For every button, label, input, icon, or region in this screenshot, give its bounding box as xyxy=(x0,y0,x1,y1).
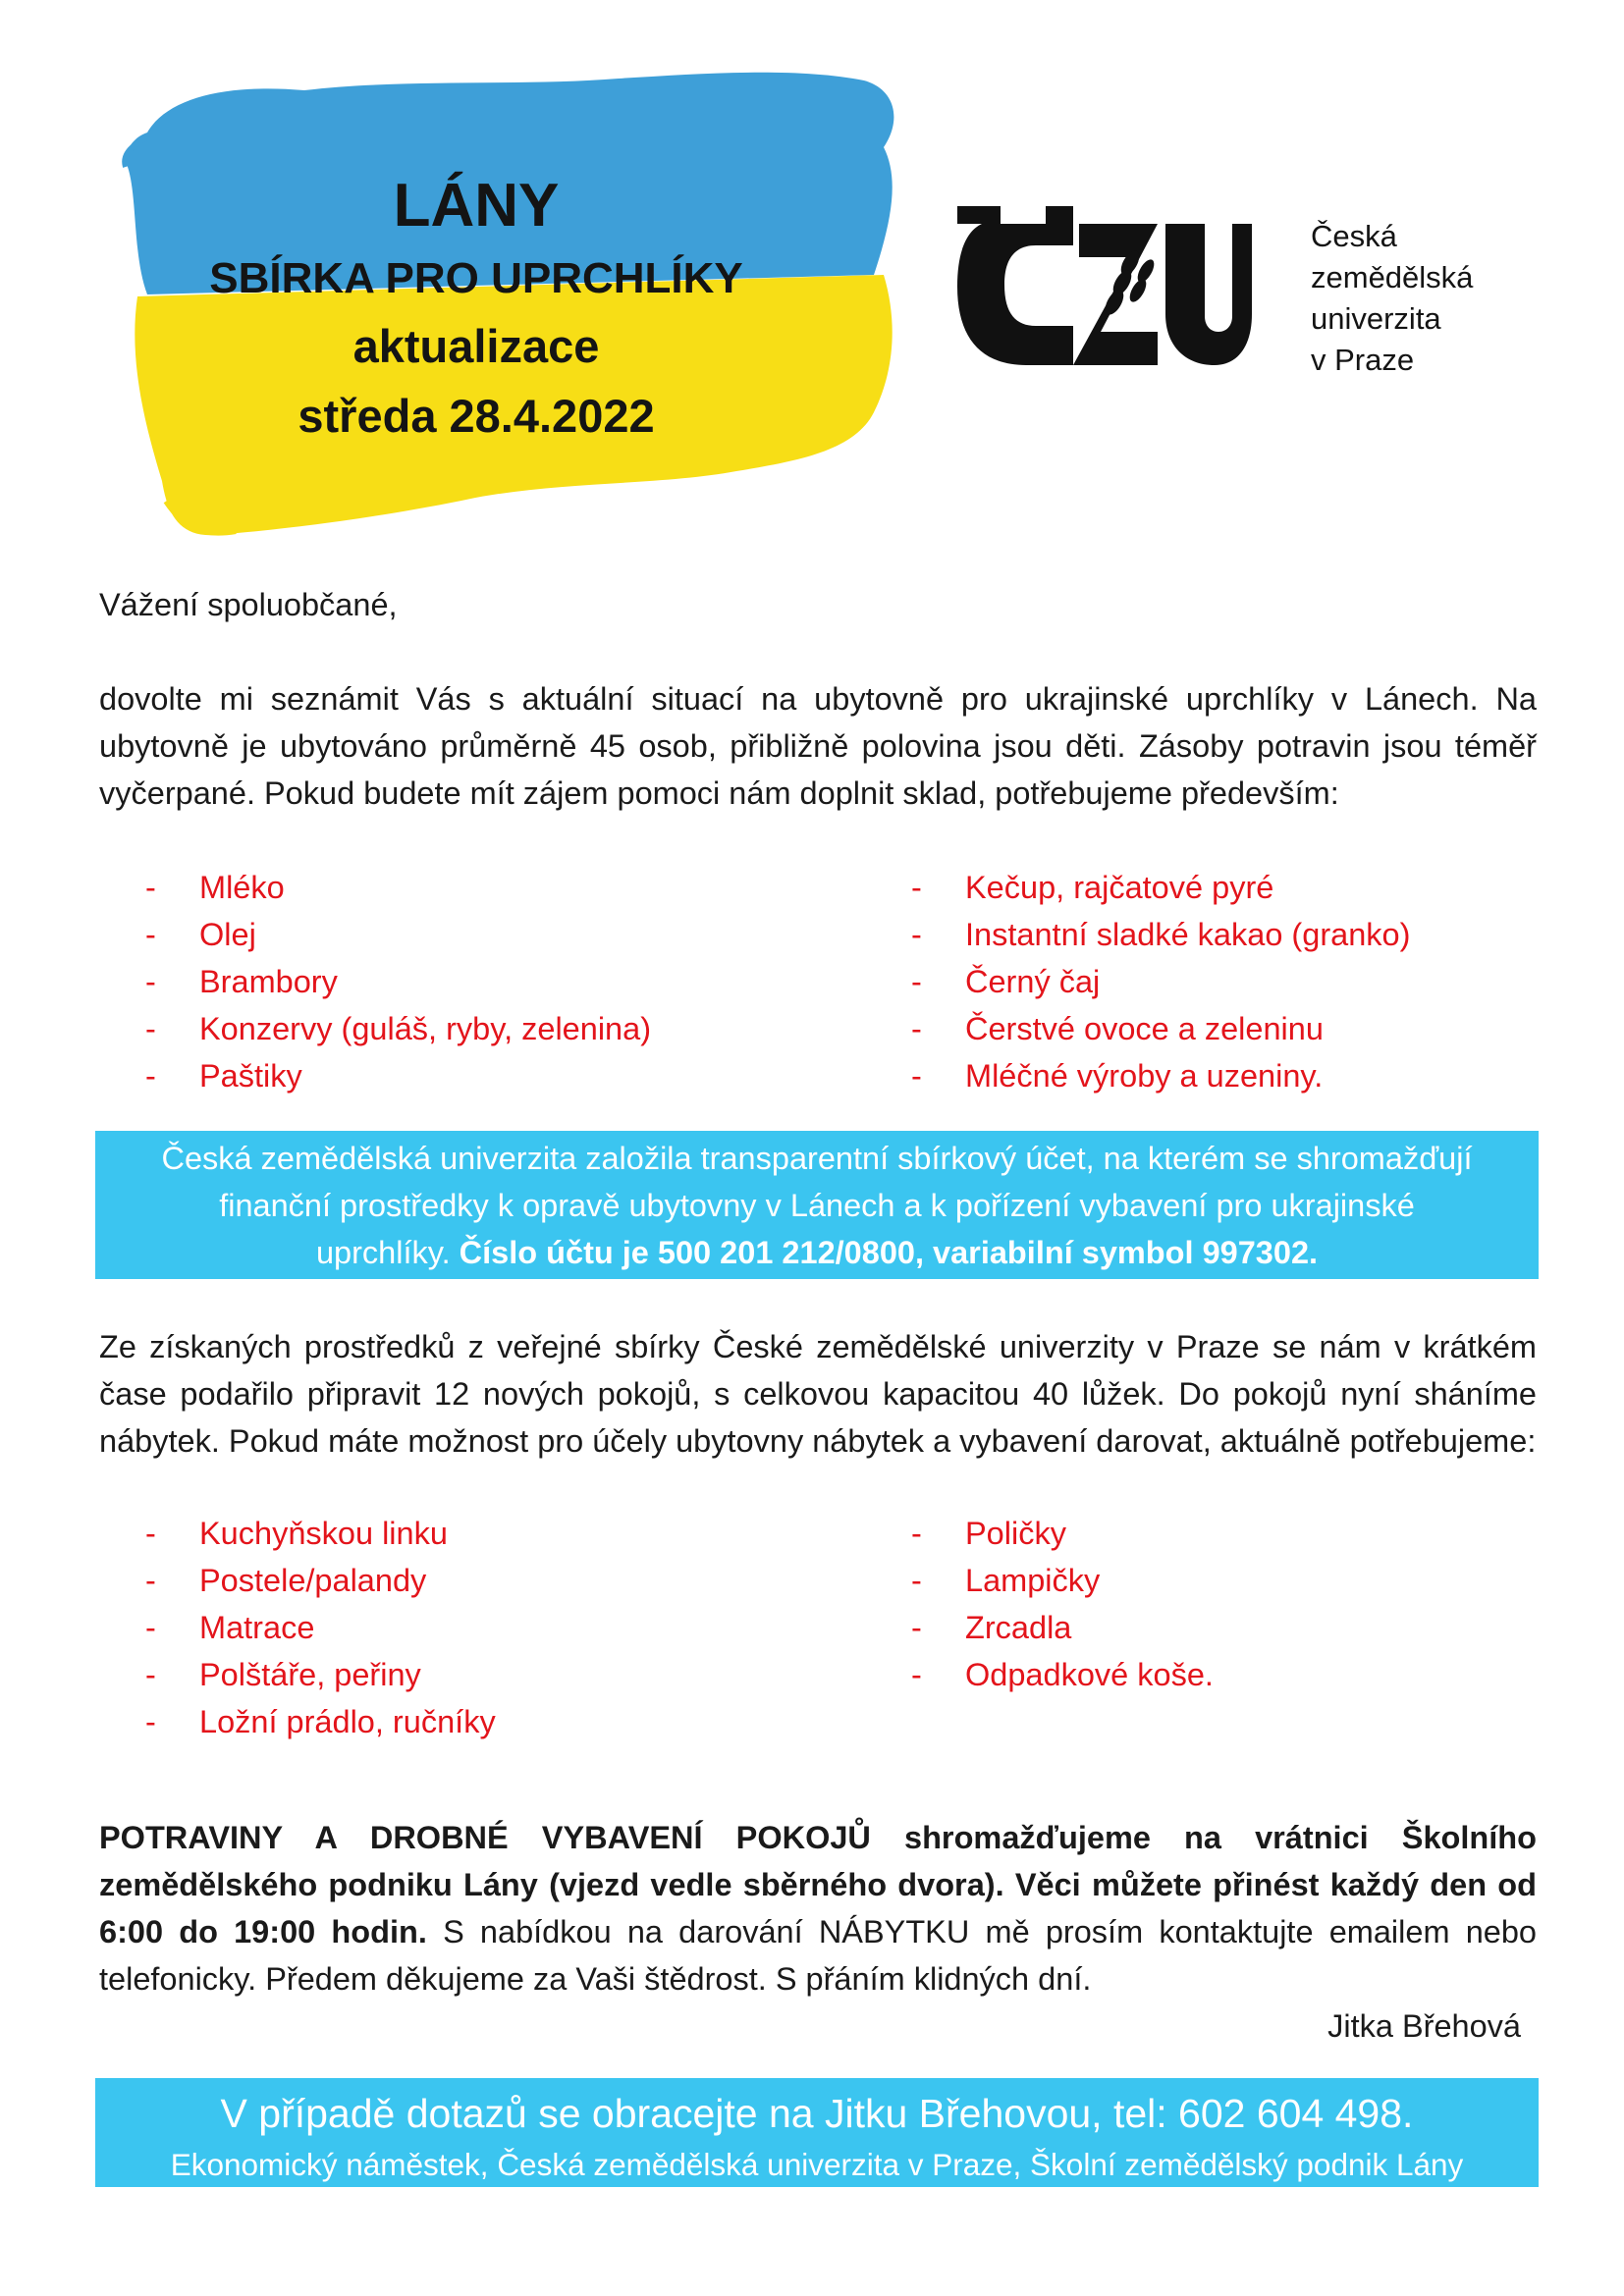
furniture-list-right xyxy=(911,1510,1540,1698)
logo-name-line: univerzita xyxy=(1311,301,1441,336)
account-banner-line: uprchlíky. Číslo účtu je 500 201 212/0800, variabilní symbol 997302. xyxy=(315,1235,1319,1270)
list-item: - Mléko xyxy=(145,870,285,905)
account-banner-line: finanční prostředky k opravě ubytovny v Lánech a k pořízení vybavení pro ukrajinské xyxy=(219,1188,1415,1223)
logo-name-line: v Praze xyxy=(1311,343,1415,377)
list-item: - Olej xyxy=(145,917,256,952)
list-item: - Odpadkové koše. xyxy=(911,1657,1214,1692)
list-item: - Mléčné výroby a uzeniny. xyxy=(911,1058,1324,1094)
list-item: - Matrace xyxy=(145,1610,315,1645)
list-item: - Instantní sladké kakao (granko) xyxy=(911,917,1411,952)
contact-banner xyxy=(95,2078,1539,2187)
list-item: - Čerstvé ovoce a zeleninu xyxy=(911,1011,1324,1046)
greeting: Vážení spoluobčané, xyxy=(99,587,398,622)
dropoff-info: POTRAVINY A DROBNÉ VYBAVENÍ POKOJŮ shromažďujeme na vrátnici Školního zemědělského podniku Lány (vjezd vedle sběrného dvora). Věci můžete přinést každý den od 6:00 do 19:00 hodin. xyxy=(99,1820,1537,1949)
czu-logo xyxy=(957,206,1566,377)
flag-heading xyxy=(167,167,785,452)
list-item: - Kuchyňskou linku xyxy=(145,1516,448,1551)
account-banner xyxy=(95,1131,1539,1279)
update-date: středa 28.4.2022 xyxy=(298,390,655,442)
list-item: - Zrcadla xyxy=(911,1610,1072,1645)
logo-name-line: zemědělská xyxy=(1311,260,1474,294)
list-item: - Brambory xyxy=(145,964,338,999)
page-subtitle: SBÍRKA PRO UPRCHLÍKY xyxy=(209,254,743,302)
closing-paragraph xyxy=(99,1814,1537,2002)
logo-name-line: Česká xyxy=(1311,219,1397,253)
food-list-left xyxy=(145,864,892,1099)
list-item: - Konzervy (guláš, ryby, zelenina) xyxy=(145,1011,652,1046)
list-item: - Černý čaj xyxy=(911,964,1101,999)
czu-logo-name xyxy=(1311,216,1473,381)
intro-paragraph: dovolte mi seznámit Vás s aktuální situací na ubytovně pro ukrajinské uprchlíky v Lánech. Na ubytovně je ubytováno průměrně 45 osob, přibližně polovina jsou děti. Zásoby potravin jsou téměř vyčerpané. Pokud budete mít zájem pomoci nám doplnit sklad, potřebujeme především: xyxy=(99,681,1537,811)
account-banner-line: Česká zemědělská univerzita založila transparentní sbírkový účet, na kterém se shromažďují xyxy=(161,1141,1473,1176)
list-item: - Polštáře, peřiny xyxy=(145,1657,421,1692)
signature: Jitka Břehová xyxy=(1327,2008,1521,2044)
page-title: LÁNY xyxy=(393,172,560,240)
czu-logo-icon xyxy=(957,206,1252,373)
update-label: aktualizace xyxy=(352,320,600,372)
food-list-right xyxy=(911,864,1540,1099)
list-item: - Paštiky xyxy=(145,1058,302,1094)
closing-text: S nabídkou na darování NÁBYTKU mě prosím kontaktujte emailem nebo telefonicky. Předem děkujeme za Vaši štědrost. S přáním klidných dní. xyxy=(99,1914,1537,1997)
contact-line: V případě dotazů se obracejte na Jitku Břehovou, tel: 602 604 498. xyxy=(220,2091,1414,2136)
list-item: - Lampičky xyxy=(911,1563,1101,1598)
account-number: Číslo účtu je 500 201 212/0800, variabilní symbol 997302. xyxy=(459,1235,1319,1270)
list-item: - Ložní prádlo, ručníky xyxy=(145,1704,496,1739)
furniture-paragraph: Ze získaných prostředků z veřejné sbírky České zemědělské univerzity v Praze se nám v krátkém čase podařilo připravit 12 nových pokojů, s celkovou kapacitou 40 lůžek. Do pokojů nyní sháníme nábytek. Pokud máte možnost pro účely ubytovny nábytek a vybavení darovat, aktuálně potřebujeme: xyxy=(99,1329,1537,1459)
list-item: - Poličky xyxy=(911,1516,1066,1551)
list-item: - Postele/palandy xyxy=(145,1563,427,1598)
furniture-list-left xyxy=(145,1510,892,1745)
list-item: - Kečup, rajčatové pyré xyxy=(911,870,1274,905)
contact-affiliation: Ekonomický náměstek, Česká zemědělská univerzita v Praze, Školní zemědělský podnik Lány xyxy=(170,2147,1464,2182)
